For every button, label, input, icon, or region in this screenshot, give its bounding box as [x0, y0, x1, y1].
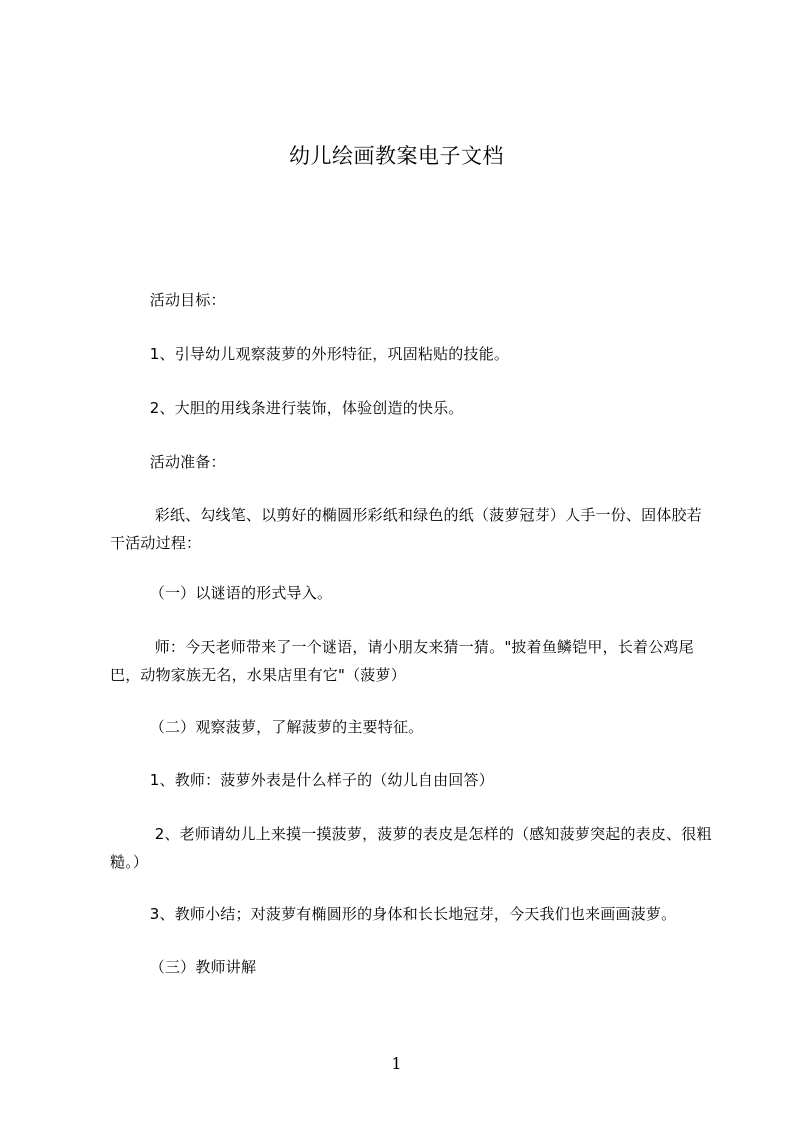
paragraph-observe-1: 1、教师：菠萝外表是什么样子的（幼儿自由回答） — [110, 771, 494, 789]
paragraph-observe-2: 2、老师请幼儿上来摸一摸菠萝，菠萝的表皮是怎样的（感知菠萝突起的表皮、很粗糙。） — [110, 825, 712, 871]
paragraph-preparation-materials: 彩纸、勾线笔、以剪好的椭圆形彩纸和绿色的纸（菠萝冠芽）人手一份、固体胶若干活动过程： — [110, 506, 702, 552]
paragraph-observe-3: 3、教师小结；对菠萝有椭圆形的身体和长长地冠芽，今天我们也来画画菠萝。 — [110, 905, 677, 923]
paragraph-step-3-heading: （三）教师讲解 — [110, 958, 257, 976]
paragraph-activity-goals-heading: 活动目标： — [110, 291, 226, 309]
paragraph-goal-1: 1、引导幼儿观察菠萝的外形特征，巩固粘贴的技能。 — [110, 345, 510, 363]
paragraph-goal-2: 2、大胆的用线条进行装饰，体验创造的快乐。 — [110, 399, 464, 417]
paragraph-riddle: 师：今天老师带来了一个谜语，请小朋友来猜一猜。"披着鱼鳞铠甲，长着公鸡尾巴，动物家族无名，水果店里有它"（菠萝） — [110, 638, 694, 684]
paragraph-step-2-heading: （二）观察菠萝，了解菠萝的主要特征。 — [110, 718, 424, 736]
document-title: 幼儿绘画教案电子文档 — [289, 144, 504, 168]
paragraph-step-1-heading: （一）以谜语的形式导入。 — [110, 584, 333, 602]
page-number: 1 — [391, 1054, 402, 1073]
paragraph-preparation-heading: 活动准备： — [110, 453, 226, 471]
